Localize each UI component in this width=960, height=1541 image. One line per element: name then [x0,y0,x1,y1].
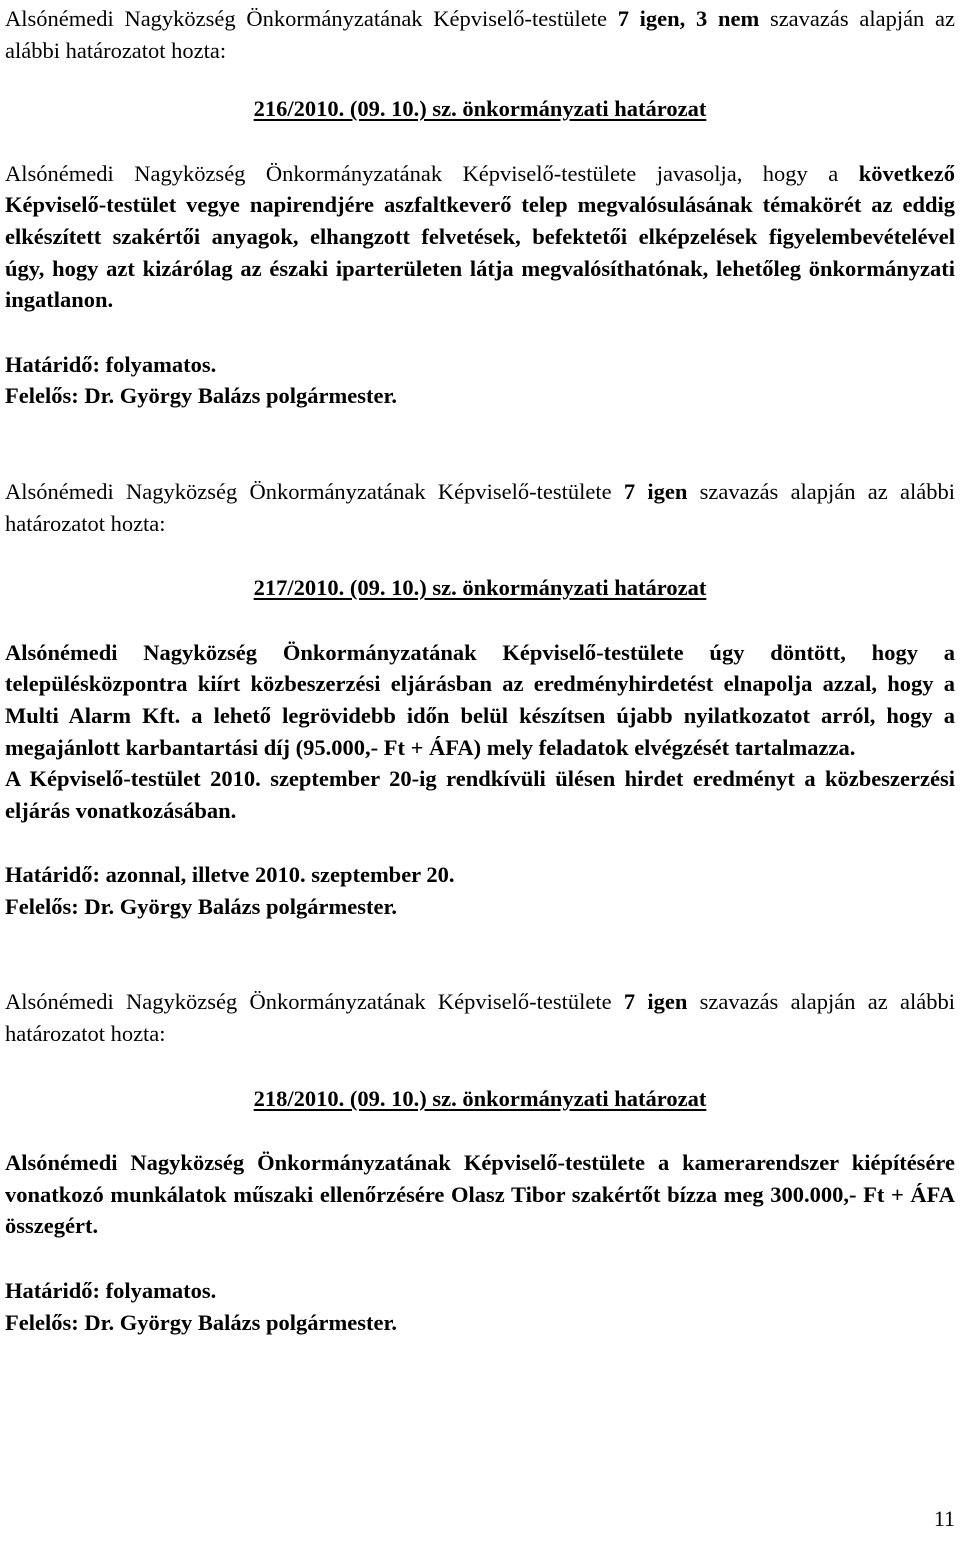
vote-intro-text: Alsónémedi Nagyközség Önkormányzatának Képviselő-testülete [5,478,624,504]
resolution-body2-217: A Képviselő-testület 2010. szeptember 20-ig rendkívüli ülésen hirdet eredményt a közbeszerzési eljárás vonatkozásában. [5,766,955,823]
resolution-number-218: 218/2010. (09. 10.) sz. önkormányzati határozat [253,1085,707,1111]
vote-count: 7 igen, 3 nem [617,6,760,31]
deadline-216: Határidő: folyamatos. [5,351,217,377]
resolution-body-218: Alsónémedi Nagyközség Önkormányzatának Képviselő-testülete a kamerarendszer kiépítésére vonatkozó munkálatok műszaki ellenőrzésére Olasz Tibor szakértőt bízza meg 300.000,- Ft + ÁFA összegért. [5,1150,955,1239]
page-number: 11 [933,1506,955,1531]
resolution-body-217: Alsónémedi Nagyközség Önkormányzatának Képviselő-testülete úgy döntött, hogy a településközpontra kiírt közbeszerzési eljárásban az eredményhirdetést elnapolja azzal, hogy a Multi Alarm Kft. a lehető legrövidebb időn belül készítsen újabb nyilatkozatot arról, hogy a megajánlott karbantartási díj (95.000,- Ft + ÁFA) mely feladatok elvégzését tartalmazza. [5,639,955,760]
responsible-216: Felelős: Dr. György Balázs polgármester. [5,383,398,409]
vote-count: 7 igen [623,478,688,504]
deadline-217: Határidő: azonnal, illetve 2010. szeptember 20. [5,862,455,888]
resolution-body-plain: Alsónémedi Nagyközség Önkormányzatának Képviselő-testülete javasolja, hogy a [5,160,839,186]
deadline-218: Határidő: folyamatos. [5,1278,217,1304]
responsible-217: Felelős: Dr. György Balázs polgármester. [5,893,398,919]
vote-intro-tail: szavazás alapján az alábbi határozatot hozta: [5,6,955,63]
vote-intro-217 [5,476,955,539]
vote-intro-216 [5,3,955,66]
vote-intro-tail: szavazás alapján az alábbi határozatot hozta: [5,478,955,536]
vote-intro-text: Alsónémedi Nagyközség Önkormányzatának Képviselő-testülete [5,6,618,31]
document-page [5,3,955,1338]
resolution-number-217: 217/2010. (09. 10.) sz. önkormányzati határozat [253,575,707,601]
vote-intro-218 [5,986,955,1049]
resolution-body-bold: következő Képviselő-testület vegye napirendjére aszfaltkeverő telep megvalósulásának témakörét az eddig elkészített szakértői anyagok, elhangzott felvetések, befektetői elképzelések figyelembevételével úgy, hogy azt kizárólag az északi iparterületen látja megvalósíthatónak, lehetőleg önkormányzati ingatlanon. [5,160,955,313]
vote-count: 7 igen [623,989,688,1015]
resolution-number-216: 216/2010. (09. 10.) sz. önkormányzati határozat [253,96,707,122]
vote-intro-text: Alsónémedi Nagyközség Önkormányzatának Képviselő-testülete [5,989,624,1015]
vote-intro-tail: szavazás alapján az alábbi határozatot hozta: [5,989,955,1047]
resolution-body-216 [5,158,955,316]
responsible-218: Felelős: Dr. György Balázs polgármester. [5,1309,398,1335]
